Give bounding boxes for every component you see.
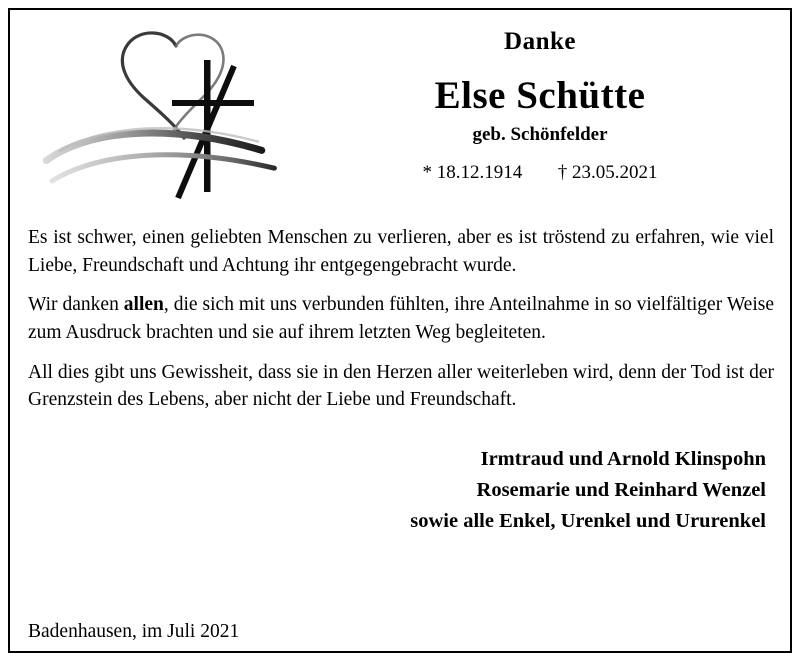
emphasis-text: allen	[123, 294, 164, 316]
header-text-block	[302, 28, 778, 184]
card-header	[12, 12, 788, 212]
heart-and-cross-emblem	[28, 26, 308, 206]
signatory-line: sowie alle Enkel, Urenkel und Ururenkel	[410, 509, 766, 532]
signatory-block	[12, 444, 788, 536]
deceased-name: Else Schütte	[434, 73, 646, 117]
card-content	[12, 12, 788, 649]
signatory-line: Rosemarie und Reinhard Wenzel	[476, 478, 766, 501]
life-dates	[302, 162, 778, 184]
signatory-line: Irmtraud und Arnold Klinspohn	[480, 448, 766, 471]
maiden-name: geb. Schönfelder	[472, 124, 608, 146]
place-and-date: Badenhausen, im Juli 2021	[28, 621, 240, 642]
paragraph: All dies gibt uns Gewissheit, dass sie in den Herzen aller weiterleben wird, denn der Tod ist der Grenzstein des Lebens, aber nicht der Liebe und Freundschaft.	[28, 361, 774, 411]
memorial-text	[12, 224, 788, 414]
paragraph: Wir danken allen, die sich mit uns verbunden fühlten, ihre Anteilnahme in so vielfältiger Weise zum Ausdruck brachten und sie auf ihrem letzten Weg begleiteten.	[28, 294, 774, 344]
birth-date: 18.12.1914	[436, 162, 523, 184]
death-symbol: †	[557, 162, 568, 184]
death-date: 23.05.2021	[572, 162, 658, 184]
paragraph: Es ist schwer, einen geliebten Menschen zu verlieren, aber es ist tröstend zu erfahren, wie viel Liebe, Freundschaft und Achtung ihr entgegengebracht wurde.	[28, 227, 774, 276]
birth-symbol: *	[422, 162, 432, 184]
page-title: Danke	[504, 28, 576, 55]
